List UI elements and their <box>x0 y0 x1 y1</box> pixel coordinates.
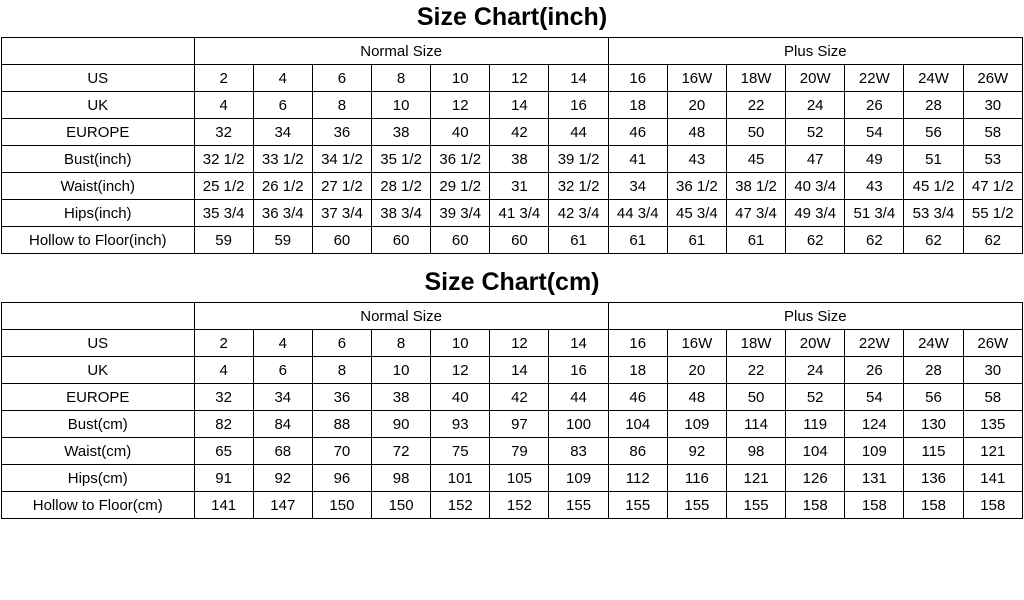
cell: 2 <box>194 330 253 357</box>
cell: 155 <box>667 492 726 519</box>
cell: 25 1/2 <box>194 173 253 200</box>
cell: 62 <box>904 227 963 254</box>
row-label-waist: Waist(inch) <box>2 173 195 200</box>
cell: 22 <box>726 357 785 384</box>
cell: 47 3/4 <box>726 200 785 227</box>
row-label-bust: Bust(inch) <box>2 146 195 173</box>
table-corner-cell <box>2 303 195 330</box>
cell: 6 <box>312 65 371 92</box>
cell: 39 1/2 <box>549 146 608 173</box>
page-title-inch: Size Chart(inch) <box>416 3 608 31</box>
cell: 14 <box>549 330 608 357</box>
cell: 121 <box>963 438 1022 465</box>
cell: 24 <box>786 92 845 119</box>
cell: 38 3/4 <box>372 200 431 227</box>
cell: 32 <box>194 119 253 146</box>
cell: 28 <box>904 357 963 384</box>
cell: 105 <box>490 465 549 492</box>
cell: 58 <box>963 384 1022 411</box>
cell: 135 <box>963 411 1022 438</box>
cell: 36 <box>312 119 371 146</box>
cell: 55 1/2 <box>963 200 1022 227</box>
size-chart-cm <box>0 262 1024 519</box>
cell: 10 <box>372 92 431 119</box>
cell: 92 <box>667 438 726 465</box>
cell: 70 <box>312 438 371 465</box>
cell: 8 <box>372 65 431 92</box>
cell: 4 <box>194 92 253 119</box>
cell: 49 <box>845 146 904 173</box>
cell: 20W <box>786 65 845 92</box>
table-row <box>2 65 1023 92</box>
table-row <box>2 227 1023 254</box>
cell: 12 <box>490 330 549 357</box>
cell: 112 <box>608 465 667 492</box>
cell: 44 3/4 <box>608 200 667 227</box>
cell: 8 <box>372 330 431 357</box>
group-header-plus: Plus Size <box>608 303 1022 330</box>
cell: 22W <box>845 65 904 92</box>
cell: 83 <box>549 438 608 465</box>
cell: 16W <box>667 65 726 92</box>
cell: 36 <box>312 384 371 411</box>
cell: 56 <box>904 119 963 146</box>
cell: 88 <box>312 411 371 438</box>
cell: 20W <box>786 330 845 357</box>
cell: 60 <box>431 227 490 254</box>
cell: 155 <box>726 492 785 519</box>
cell: 52 <box>786 119 845 146</box>
cell: 32 <box>194 384 253 411</box>
cell: 28 1/2 <box>372 173 431 200</box>
cell: 16 <box>608 330 667 357</box>
cell: 48 <box>667 384 726 411</box>
cell: 44 <box>549 119 608 146</box>
cell: 101 <box>431 465 490 492</box>
cell: 28 <box>904 92 963 119</box>
cell: 72 <box>372 438 431 465</box>
page-title-cm: Size Chart(cm) <box>424 268 600 296</box>
cell: 59 <box>253 227 312 254</box>
cell: 109 <box>845 438 904 465</box>
group-header-normal: Normal Size <box>194 303 608 330</box>
cell: 36 3/4 <box>253 200 312 227</box>
row-label-us: US <box>2 65 195 92</box>
cell: 41 <box>608 146 667 173</box>
cell: 53 <box>963 146 1022 173</box>
cell: 79 <box>490 438 549 465</box>
cell: 130 <box>904 411 963 438</box>
row-label-uk: UK <box>2 92 195 119</box>
cell: 45 3/4 <box>667 200 726 227</box>
cell: 40 3/4 <box>786 173 845 200</box>
cell: 43 <box>667 146 726 173</box>
cell: 92 <box>253 465 312 492</box>
cell: 6 <box>312 330 371 357</box>
cell: 46 <box>608 384 667 411</box>
cell: 114 <box>726 411 785 438</box>
cell: 36 1/2 <box>667 173 726 200</box>
cell: 60 <box>490 227 549 254</box>
cell: 58 <box>963 119 1022 146</box>
cell: 42 <box>490 119 549 146</box>
cell: 26 1/2 <box>253 173 312 200</box>
table-row <box>2 384 1023 411</box>
cell: 14 <box>549 65 608 92</box>
cell: 32 1/2 <box>194 146 253 173</box>
cell: 158 <box>845 492 904 519</box>
cell: 38 <box>490 146 549 173</box>
cell: 27 1/2 <box>312 173 371 200</box>
cell: 152 <box>490 492 549 519</box>
cell: 8 <box>312 357 371 384</box>
cell: 158 <box>904 492 963 519</box>
cell: 12 <box>431 357 490 384</box>
cell: 18 <box>608 92 667 119</box>
cell: 45 <box>726 146 785 173</box>
cell: 47 <box>786 146 845 173</box>
cell: 26W <box>963 330 1022 357</box>
cell: 61 <box>726 227 785 254</box>
cell: 62 <box>845 227 904 254</box>
cell: 50 <box>726 384 785 411</box>
size-table-cm <box>1 302 1023 519</box>
table-corner-cell <box>2 38 195 65</box>
cell: 158 <box>786 492 845 519</box>
cell: 40 <box>431 119 490 146</box>
table-row-group-header <box>2 38 1023 65</box>
cell: 62 <box>963 227 1022 254</box>
cell: 116 <box>667 465 726 492</box>
row-label-hips: Hips(cm) <box>2 465 195 492</box>
cell: 16W <box>667 330 726 357</box>
cell: 47 1/2 <box>963 173 1022 200</box>
table-row <box>2 438 1023 465</box>
cell: 60 <box>372 227 431 254</box>
row-label-hollow-to-floor: Hollow to Floor(inch) <box>2 227 195 254</box>
cell: 61 <box>608 227 667 254</box>
cell: 4 <box>253 65 312 92</box>
cell: 26 <box>845 357 904 384</box>
cell: 141 <box>963 465 1022 492</box>
cell: 16 <box>608 65 667 92</box>
cell: 150 <box>372 492 431 519</box>
cell: 38 <box>372 119 431 146</box>
cell: 93 <box>431 411 490 438</box>
cell: 50 <box>726 119 785 146</box>
cell: 62 <box>786 227 845 254</box>
cell: 65 <box>194 438 253 465</box>
cell: 86 <box>608 438 667 465</box>
cell: 14 <box>490 92 549 119</box>
table-row <box>2 200 1023 227</box>
cell: 4 <box>253 330 312 357</box>
table-row <box>2 411 1023 438</box>
cell: 10 <box>431 330 490 357</box>
cell: 30 <box>963 357 1022 384</box>
row-label-uk: UK <box>2 357 195 384</box>
group-header-plus: Plus Size <box>608 38 1022 65</box>
cell: 45 1/2 <box>904 173 963 200</box>
cell: 14 <box>490 357 549 384</box>
cell: 100 <box>549 411 608 438</box>
cell: 6 <box>253 357 312 384</box>
cell: 96 <box>312 465 371 492</box>
cell: 42 3/4 <box>549 200 608 227</box>
cell: 35 3/4 <box>194 200 253 227</box>
cell: 54 <box>845 119 904 146</box>
row-label-hips: Hips(inch) <box>2 200 195 227</box>
cell: 119 <box>786 411 845 438</box>
cell: 10 <box>431 65 490 92</box>
cell: 43 <box>845 173 904 200</box>
cell: 60 <box>312 227 371 254</box>
cell: 22 <box>726 92 785 119</box>
cell: 36 1/2 <box>431 146 490 173</box>
cell: 48 <box>667 119 726 146</box>
size-table-inch <box>1 37 1023 254</box>
cell: 82 <box>194 411 253 438</box>
cell: 34 1/2 <box>312 146 371 173</box>
cell: 8 <box>312 92 371 119</box>
cell: 141 <box>194 492 253 519</box>
cell: 34 <box>253 384 312 411</box>
table-row <box>2 146 1023 173</box>
cell: 38 <box>372 384 431 411</box>
row-label-bust: Bust(cm) <box>2 411 195 438</box>
cell: 121 <box>726 465 785 492</box>
cell: 56 <box>904 384 963 411</box>
table-row <box>2 92 1023 119</box>
cell: 98 <box>372 465 431 492</box>
cell: 44 <box>549 384 608 411</box>
cell: 26 <box>845 92 904 119</box>
table-row-group-header <box>2 303 1023 330</box>
group-header-normal: Normal Size <box>194 38 608 65</box>
cell: 16 <box>549 357 608 384</box>
cell: 35 1/2 <box>372 146 431 173</box>
cell: 18W <box>726 330 785 357</box>
table-row <box>2 357 1023 384</box>
cell: 6 <box>253 92 312 119</box>
cell: 68 <box>253 438 312 465</box>
cell: 124 <box>845 411 904 438</box>
size-chart-inch <box>0 0 1024 254</box>
cell: 18 <box>608 357 667 384</box>
cell: 91 <box>194 465 253 492</box>
cell: 54 <box>845 384 904 411</box>
cell: 115 <box>904 438 963 465</box>
cell: 12 <box>431 92 490 119</box>
table-row <box>2 119 1023 146</box>
cell: 150 <box>312 492 371 519</box>
cell: 41 3/4 <box>490 200 549 227</box>
cell: 37 3/4 <box>312 200 371 227</box>
cell: 152 <box>431 492 490 519</box>
table-row <box>2 465 1023 492</box>
cell: 98 <box>726 438 785 465</box>
cell: 4 <box>194 357 253 384</box>
cell: 59 <box>194 227 253 254</box>
table-row <box>2 492 1023 519</box>
cell: 131 <box>845 465 904 492</box>
cell: 24W <box>904 330 963 357</box>
cell: 42 <box>490 384 549 411</box>
cell: 30 <box>963 92 1022 119</box>
cell: 46 <box>608 119 667 146</box>
table-row <box>2 173 1023 200</box>
cell: 16 <box>549 92 608 119</box>
cell: 24W <box>904 65 963 92</box>
cell: 136 <box>904 465 963 492</box>
row-label-europe: EUROPE <box>2 384 195 411</box>
cell: 33 1/2 <box>253 146 312 173</box>
cell: 53 3/4 <box>904 200 963 227</box>
cell: 147 <box>253 492 312 519</box>
cell: 158 <box>963 492 1022 519</box>
cell: 20 <box>667 92 726 119</box>
cell: 126 <box>786 465 845 492</box>
cell: 34 <box>608 173 667 200</box>
cell: 109 <box>549 465 608 492</box>
cell: 2 <box>194 65 253 92</box>
row-label-europe: EUROPE <box>2 119 195 146</box>
cell: 32 1/2 <box>549 173 608 200</box>
cell: 26W <box>963 65 1022 92</box>
cell: 12 <box>490 65 549 92</box>
cell: 18W <box>726 65 785 92</box>
cell: 29 1/2 <box>431 173 490 200</box>
table-row <box>2 330 1023 357</box>
cell: 34 <box>253 119 312 146</box>
cell: 51 3/4 <box>845 200 904 227</box>
cell: 24 <box>786 357 845 384</box>
cell: 61 <box>667 227 726 254</box>
cell: 20 <box>667 357 726 384</box>
cell: 109 <box>667 411 726 438</box>
cell: 49 3/4 <box>786 200 845 227</box>
row-label-us: US <box>2 330 195 357</box>
cell: 104 <box>786 438 845 465</box>
cell: 84 <box>253 411 312 438</box>
cell: 52 <box>786 384 845 411</box>
cell: 40 <box>431 384 490 411</box>
cell: 90 <box>372 411 431 438</box>
cell: 51 <box>904 146 963 173</box>
cell: 104 <box>608 411 667 438</box>
cell: 22W <box>845 330 904 357</box>
cell: 61 <box>549 227 608 254</box>
cell: 39 3/4 <box>431 200 490 227</box>
cell: 38 1/2 <box>726 173 785 200</box>
section-divider <box>0 254 1024 262</box>
cell: 31 <box>490 173 549 200</box>
row-label-waist: Waist(cm) <box>2 438 195 465</box>
cell: 75 <box>431 438 490 465</box>
cell: 155 <box>549 492 608 519</box>
cell: 10 <box>372 357 431 384</box>
row-label-hollow-to-floor: Hollow to Floor(cm) <box>2 492 195 519</box>
cell: 97 <box>490 411 549 438</box>
cell: 155 <box>608 492 667 519</box>
